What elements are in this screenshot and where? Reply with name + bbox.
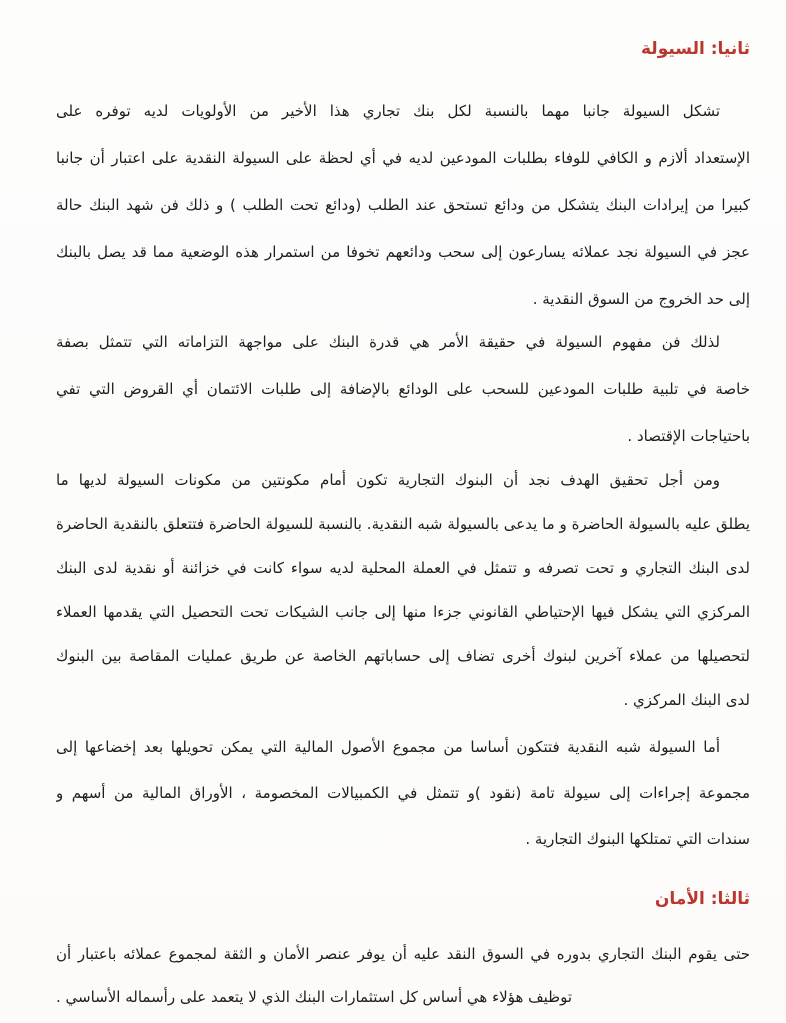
text-line: سندات التي تمتلكها البنوك التجارية . (525, 830, 750, 848)
paragraph-liquidity-definition (56, 319, 750, 460)
text-line: تشكل السيولة جانبا مهما بالنسبة لكل بنك تجاري هذا الأخير من الأولويات لديه توفره على (56, 102, 720, 120)
text-line: أما السيولة شبه النقدية فتتكون أساسا من مجموع الأصول المالية التي يمكن تحويلها بعد إخضاعها إلى (56, 738, 720, 756)
paragraph-liquidity-intro (56, 88, 750, 323)
text-line: المركزي التي يشكل فيها الإحتياطي القانوني جزءا منها إلى جانب الشيكات تحت التحصيل التي يقدمها العملاء (56, 603, 750, 621)
text-line: لدى البنك التجاري و تحت تصرفه و تتمثل في العملة المحلية لديه سواء كانت في خزائنة أو نقدية لدى البنك (56, 559, 750, 577)
text-line: باحتياجات الإقتصاد . (627, 427, 750, 445)
text-line: عجز في السيولة نجد عملائه يسارعون إلى سحب ودائعهم تخوفا من استمرار هذه الوضعية مما قد يصل بالبنك (56, 243, 750, 261)
text-line: الإستعداد ألازم و الكافي للوفاء بطلبات المودعين لديه في أي لحظة على السيولة النقدية على اعتبار أن جانبا (56, 149, 750, 167)
paragraph-safety-intro (56, 933, 750, 1019)
text-line: لدى البنك المركزي . (623, 691, 750, 709)
text-line: كبيرا من إيرادات البنك يتشكل من ودائع تستحق عند الطلب (ودائع تحت الطلب ) و ذلك فن شهد البنك حالة (56, 196, 750, 214)
text-line: توظيف هؤلاء هي أساس كل استثمارات البنك الذي لا يتعمد على رأسماله الأساسي . (56, 988, 573, 1006)
paragraph-liquidity-components (56, 458, 750, 722)
text-line: يطلق عليه بالسيولة الحاضرة و ما يدعى بالسيولة شبه النقدية. بالنسبة للسيولة الحاضرة فتتعلق بالنقدية الحاضرة (56, 515, 750, 533)
text-line: حتى يقوم البنك التجاري بدوره في السوق النقد عليه أن يوفر عنصر الأمان و الثقة لمجموع عملائه باعتبار أن (56, 945, 750, 963)
text-line: لتحصيلها من عملاء آخرين لبنوك أخرى تضاف إلى حساباتهم الخاصة عن طريق عمليات المقاصة بين البنوك (56, 647, 750, 665)
text-line: ومن أجل تحقيق الهدف نجد أن البنوك التجارية تكون أمام مكونتين من مكونات السيولة لديها ما (56, 471, 720, 489)
text-line: لذلك فن مفهوم السيولة في حقيقة الأمر هي قدرة البنك على مواجهة التزاماته التي تتمثل بصفة (56, 333, 720, 351)
section-heading-liquidity: ثانيا: السيولة (641, 39, 750, 59)
text-line: خاصة في تلبية طلبات المودعين للسحب على الودائع بالإضافة إلى طلبات الائتمان أي القروض التي تفي (56, 380, 750, 398)
paragraph-quasi-liquidity (56, 724, 750, 862)
text-line: مجموعة إجراءات إلى سيولة تامة (نقود )و تتمثل في الكمبيالات المخصومة ، الأوراق المالية من أسهم و (56, 784, 750, 802)
text-line: إلى حد الخروج من السوق النقدية . (532, 290, 750, 308)
section-heading-safety: ثالثا: الأمان (654, 889, 750, 909)
